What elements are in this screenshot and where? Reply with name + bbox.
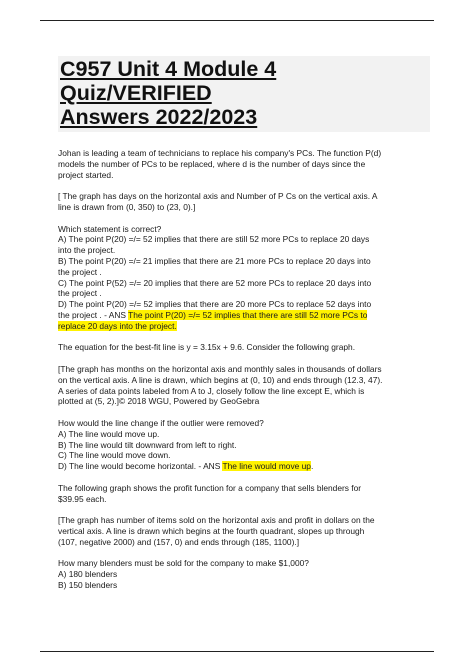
option-b: B) 150 blenders bbox=[58, 579, 118, 590]
text-line: project started. bbox=[58, 169, 114, 180]
question-2-equation bbox=[58, 342, 430, 353]
text-line: The following graph shows the profit function for a company that sells blenders for bbox=[58, 482, 362, 493]
text-line: line is drawn from (0, 350) to (23, 0).] bbox=[58, 201, 196, 212]
option-c: C) The line would move down. bbox=[58, 450, 171, 461]
question-1-graph-description bbox=[58, 191, 430, 213]
answer-suffix: . bbox=[310, 461, 314, 472]
question-1-options bbox=[58, 224, 430, 332]
option-a: A) 180 blenders bbox=[58, 569, 118, 580]
text-line: on the vertical axis. A line is drawn, which begins at (0, 10) and ends through (12.3, 47). bbox=[58, 374, 383, 385]
answer-highlight: The line would move up bbox=[222, 461, 311, 472]
option-c-cont: the project . bbox=[58, 288, 102, 299]
option-d: D) The point P(20) =/= 52 implies that there are 20 more PCs to replace 52 days into bbox=[58, 299, 372, 310]
text-line: The equation for the best-fit line is y = 3.15x + 9.6. Consider the following graph. bbox=[58, 342, 356, 353]
option-a-cont: into the project. bbox=[58, 245, 116, 256]
page-title bbox=[58, 56, 430, 132]
question-prompt: How many blenders must be sold for the company to make $1,000? bbox=[58, 558, 309, 569]
question-prompt: Which statement is correct? bbox=[58, 223, 162, 234]
question-3-intro bbox=[58, 483, 430, 505]
text-line: Johan is leading a team of technicians to replace his company's PCs. The function P(d) bbox=[58, 148, 382, 158]
question-2-options bbox=[58, 418, 430, 472]
text-line: [The graph has months on the horizontal axis and monthly sales in thousands of dollars bbox=[58, 363, 382, 374]
title-line-1: C957 Unit 4 Module 4 Quiz/VERIFIED bbox=[60, 57, 277, 105]
bottom-rule bbox=[40, 651, 434, 652]
question-3-options bbox=[58, 558, 430, 590]
answer-highlight: replace 20 days into the project. bbox=[58, 320, 177, 331]
option-a: A) The line would move up. bbox=[58, 428, 160, 439]
text-line: [ The graph has days on the horizontal axis and Number of P Cs on the vertical axis. A bbox=[58, 191, 378, 202]
option-c: C) The point P(52) =/= 20 implies that there are 52 more PCs to replace 20 days into bbox=[58, 277, 372, 288]
option-b-cont: the project . bbox=[58, 266, 102, 277]
text-line: plotted at (5, 2).]© 2018 WGU, Powered by GeoGebra bbox=[58, 396, 260, 407]
text-line: vertical axis. A line is drawn which begins at the fourth quadrant, slopes up through bbox=[58, 525, 365, 536]
question-3-graph-description bbox=[58, 515, 430, 547]
answer-prefix: D) The line would become horizontal. - ANS bbox=[58, 461, 223, 472]
text-line: [The graph has number of items sold on the horizontal axis and profit in dollars on the bbox=[58, 515, 375, 526]
text-line: models the number of PCs to be replaced, where d is the number of days since the bbox=[58, 158, 366, 169]
answer-prefix: the project . - ANS bbox=[58, 309, 129, 320]
option-a: A) The point P(20) =/= 52 implies that there are still 52 more PCs to replace 20 days bbox=[58, 234, 370, 245]
text-line: $39.95 each. bbox=[58, 493, 107, 504]
answer-highlight: The point P(20) =/= 52 implies that there are still 52 more PCs to bbox=[128, 309, 368, 320]
option-b: B) The line would tilt downward from left to right. bbox=[58, 439, 237, 450]
answer-line-cont bbox=[58, 321, 430, 332]
document-body bbox=[58, 56, 430, 601]
question-2-graph-description bbox=[58, 364, 430, 407]
answer-line bbox=[58, 310, 430, 321]
question-prompt: How would the line change if the outlier were removed? bbox=[58, 417, 264, 428]
text-line: (107, negative 2000) and (157, 0) and ends through (185, 1100).] bbox=[58, 536, 300, 547]
title-line-2: Answers 2022/2023 bbox=[60, 105, 258, 129]
answer-line bbox=[58, 461, 430, 472]
question-1-intro bbox=[58, 148, 430, 180]
text-line: A series of data points labeled from A to J, closely follow the line except E, which is bbox=[58, 385, 365, 396]
top-rule bbox=[40, 20, 434, 21]
option-b: B) The point P(20) =/= 21 implies that there are 21 more PCs to replace 20 days into bbox=[58, 255, 371, 266]
